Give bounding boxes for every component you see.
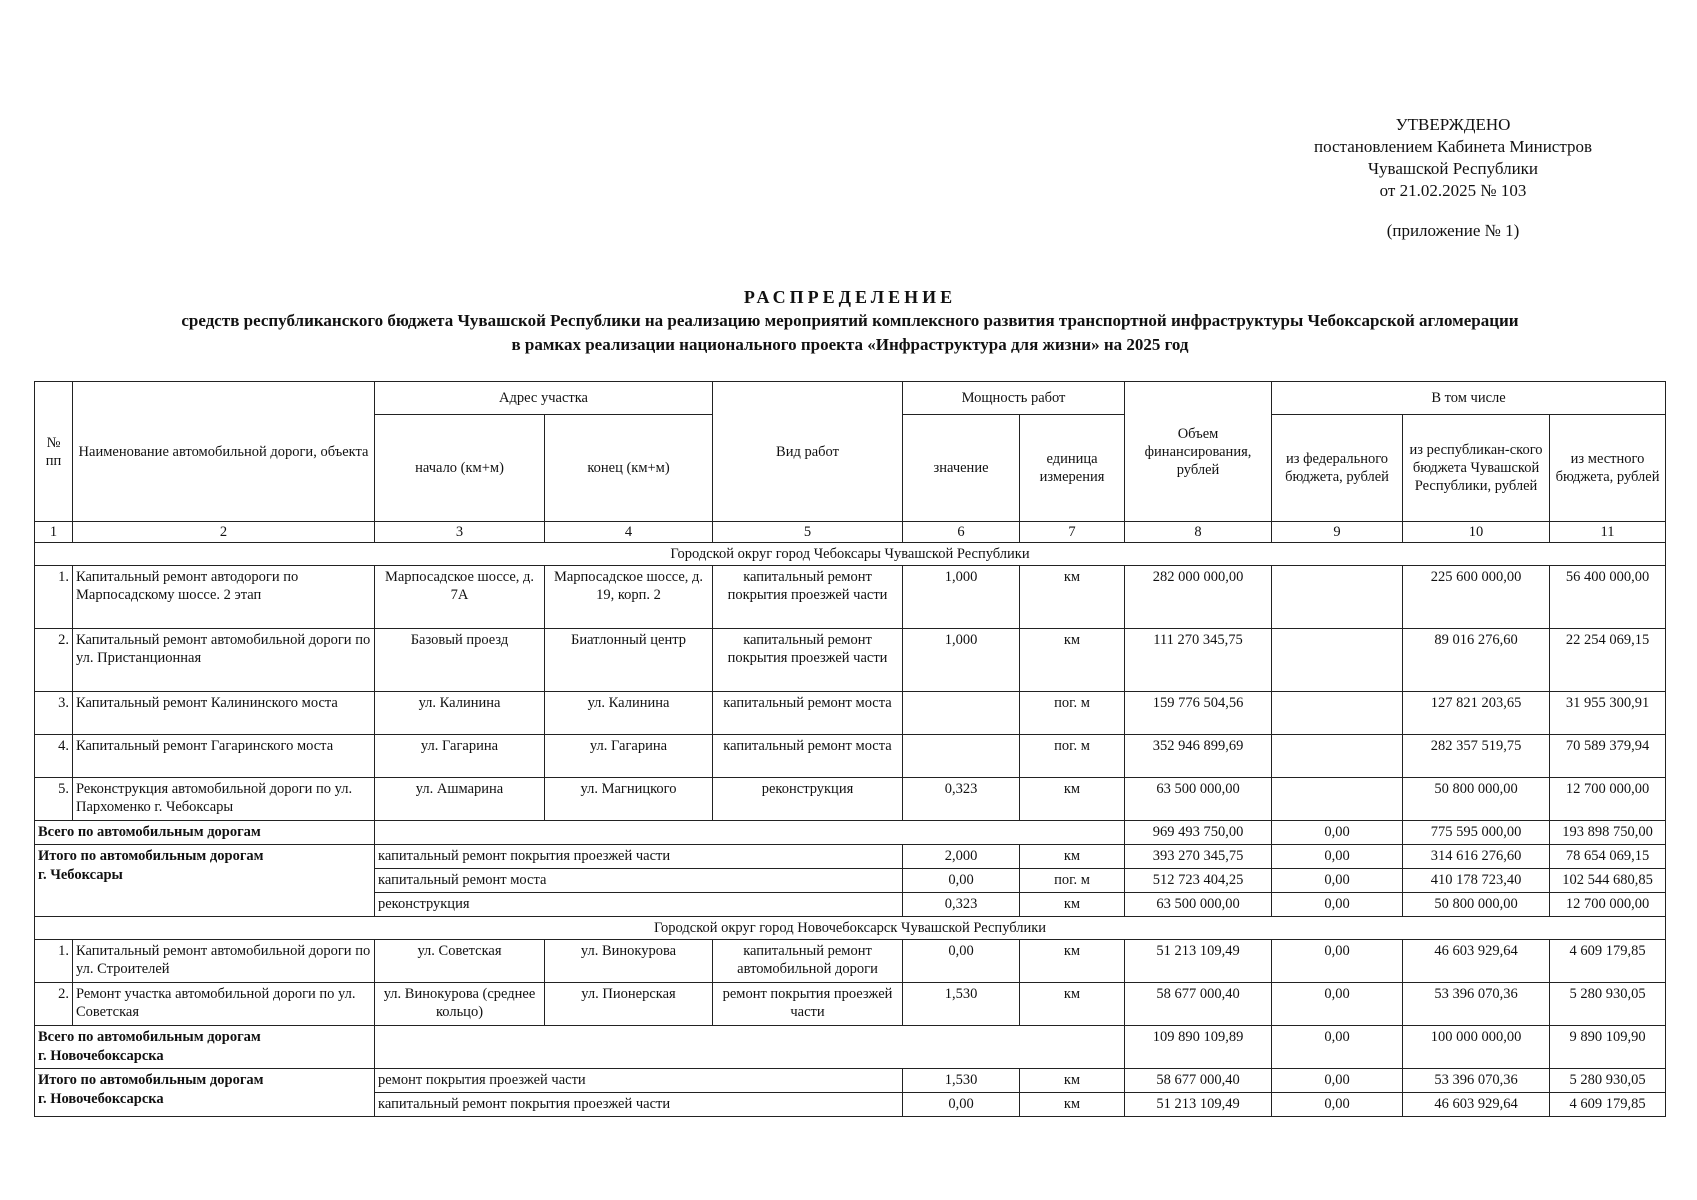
funding-federal	[1272, 735, 1403, 778]
subtotal-work-type: капитальный ремонт покрытия проезжей части	[375, 1093, 903, 1117]
funding-republic: 775 595 000,00	[1403, 821, 1550, 845]
subtotal-label-line-2: г. Новочебоксарска	[38, 1091, 164, 1107]
funding-local: 193 898 750,00	[1550, 821, 1666, 845]
section-title: Городской округ город Новочебоксарск Чувашской Республики	[35, 917, 1666, 940]
header-including: В том числе	[1272, 382, 1666, 415]
funding-republic: 50 800 000,00	[1403, 778, 1550, 821]
address-start: ул. Гагарина	[375, 735, 545, 778]
funding-federal	[1272, 778, 1403, 821]
total-label-line-1: Всего по автомобильным дорогам	[38, 1029, 261, 1045]
funding-local: 78 654 069,15	[1550, 845, 1666, 869]
subtotal-unit: км	[1020, 1093, 1125, 1117]
row-number: 1.	[35, 940, 73, 983]
funding-total: 352 946 899,69	[1125, 735, 1272, 778]
table-row	[35, 778, 1666, 821]
row-number: 5.	[35, 778, 73, 821]
funding-local: 12 700 000,00	[1550, 893, 1666, 917]
subtotal-label-line-2: г. Чебоксары	[38, 867, 123, 883]
row-number: 3.	[35, 692, 73, 735]
funding-total: 51 213 109,49	[1125, 1093, 1272, 1117]
capacity-unit: км	[1020, 566, 1125, 629]
approval-block	[1288, 114, 1618, 242]
work-type: капитальный ремонт моста	[713, 735, 903, 778]
title-heading: РАСПРЕДЕЛЕНИЕ	[743, 287, 957, 307]
road-name: Капитальный ремонт автомобильной дороги по ул. Пристанционная	[73, 629, 375, 692]
funding-federal	[1272, 629, 1403, 692]
total-label: Всего по автомобильным дорогам	[35, 821, 375, 845]
address-start: ул. Ашмарина	[375, 778, 545, 821]
header-republic: из республикан-ского бюджета Чувашской Республики, рублей	[1403, 415, 1550, 522]
funding-republic: 282 357 519,75	[1403, 735, 1550, 778]
subtotal-value: 0,00	[903, 1093, 1020, 1117]
row-number: 2.	[35, 629, 73, 692]
subtotal-value: 1,530	[903, 1069, 1020, 1093]
approval-line-4: от 21.02.2025 № 103	[1379, 181, 1527, 200]
funding-local: 102 544 680,85	[1550, 869, 1666, 893]
funding-total: 159 776 504,56	[1125, 692, 1272, 735]
header-row-1	[35, 382, 1666, 415]
funding-total: 969 493 750,00	[1125, 821, 1272, 845]
work-type: капитальный ремонт автомобильной дороги	[713, 940, 903, 983]
row-number: 4.	[35, 735, 73, 778]
subtotal-work-type: капитальный ремонт моста	[375, 869, 903, 893]
subtotal-row	[35, 845, 1666, 869]
address-end: ул. Магницкого	[545, 778, 713, 821]
subtotal-work-type: реконструкция	[375, 893, 903, 917]
funding-local: 4 609 179,85	[1550, 1093, 1666, 1117]
subtotal-work-type: ремонт покрытия проезжей части	[375, 1069, 903, 1093]
budget-table	[34, 381, 1666, 1117]
capacity-unit: пог. м	[1020, 735, 1125, 778]
capacity-unit: км	[1020, 778, 1125, 821]
subtotal-label	[35, 845, 375, 917]
road-name: Реконструкция автомобильной дороги по ул. Пархоменко г. Чебоксары	[73, 778, 375, 821]
road-name: Капитальный ремонт автодороги по Марпосадскому шоссе. 2 этап	[73, 566, 375, 629]
funding-republic: 410 178 723,40	[1403, 869, 1550, 893]
capacity-unit: км	[1020, 940, 1125, 983]
col-number: 7	[1020, 522, 1125, 543]
address-end: ул. Винокурова	[545, 940, 713, 983]
funding-federal: 0,00	[1272, 983, 1403, 1026]
funding-republic: 46 603 929,64	[1403, 1093, 1550, 1117]
total-label-line-2: г. Новочебоксарска	[38, 1048, 164, 1064]
subtotal-row	[35, 1069, 1666, 1093]
funding-republic: 225 600 000,00	[1403, 566, 1550, 629]
col-number: 5	[713, 522, 903, 543]
row-number: 2.	[35, 983, 73, 1026]
funding-local: 31 955 300,91	[1550, 692, 1666, 735]
address-start: ул. Советская	[375, 940, 545, 983]
work-type: реконструкция	[713, 778, 903, 821]
header-local: из местного бюджета, рублей	[1550, 415, 1666, 522]
address-start: ул. Винокурова (среднее кольцо)	[375, 983, 545, 1026]
header-capacity: Мощность работ	[903, 382, 1125, 415]
funding-total: 63 500 000,00	[1125, 893, 1272, 917]
capacity-value: 1,530	[903, 983, 1020, 1026]
funding-federal: 0,00	[1272, 845, 1403, 869]
work-type: капитальный ремонт покрытия проезжей части	[713, 566, 903, 629]
funding-republic: 127 821 203,65	[1403, 692, 1550, 735]
capacity-unit: км	[1020, 983, 1125, 1026]
header-end: конец (км+м)	[545, 415, 713, 522]
table-row	[35, 629, 1666, 692]
section-header	[35, 917, 1666, 940]
header-start: начало (км+м)	[375, 415, 545, 522]
col-number: 8	[1125, 522, 1272, 543]
capacity-value: 1,000	[903, 629, 1020, 692]
funding-local: 5 280 930,05	[1550, 1069, 1666, 1093]
approval-line-1: УТВЕРЖДЕНО	[1395, 115, 1511, 134]
capacity-value: 1,000	[903, 566, 1020, 629]
funding-federal	[1272, 692, 1403, 735]
title-line-2: в рамках реализации национального проекта «Инфраструктура для жизни» на 2025 год	[511, 335, 1189, 354]
total-empty	[375, 1026, 1125, 1069]
subtotal-label-line-1: Итого по автомобильным дорогам	[38, 1072, 264, 1088]
col-number: 2	[73, 522, 375, 543]
col-number: 6	[903, 522, 1020, 543]
column-numbers-row	[35, 522, 1666, 543]
header-value: значение	[903, 415, 1020, 522]
funding-total: 58 677 000,40	[1125, 983, 1272, 1026]
funding-federal: 0,00	[1272, 869, 1403, 893]
work-type: ремонт покрытия проезжей части	[713, 983, 903, 1026]
funding-total: 393 270 345,75	[1125, 845, 1272, 869]
subtotal-unit: км	[1020, 1069, 1125, 1093]
funding-total: 51 213 109,49	[1125, 940, 1272, 983]
header-num: № пп	[35, 382, 73, 522]
subtotal-work-type: капитальный ремонт покрытия проезжей части	[375, 845, 903, 869]
work-type: капитальный ремонт покрытия проезжей части	[713, 629, 903, 692]
funding-federal: 0,00	[1272, 1093, 1403, 1117]
table-row	[35, 566, 1666, 629]
header-federal: из федерального бюджета, рублей	[1272, 415, 1403, 522]
capacity-value: 0,323	[903, 778, 1020, 821]
subtotal-label-line-1: Итого по автомобильным дорогам	[38, 848, 264, 864]
funding-federal: 0,00	[1272, 1026, 1403, 1069]
subtotal-unit: км	[1020, 845, 1125, 869]
header-work-type: Вид работ	[713, 382, 903, 522]
capacity-value	[903, 692, 1020, 735]
header-address: Адрес участка	[375, 382, 713, 415]
approval-line-2: постановлением Кабинета Министров	[1313, 137, 1593, 156]
col-number: 3	[375, 522, 545, 543]
section-title: Городской округ город Чебоксары Чувашской Республики	[35, 543, 1666, 566]
funding-republic: 50 800 000,00	[1403, 893, 1550, 917]
total-row	[35, 1026, 1666, 1069]
funding-federal: 0,00	[1272, 893, 1403, 917]
table-row	[35, 983, 1666, 1026]
table-row	[35, 735, 1666, 778]
header-name: Наименование автомобильной дороги, объекта	[73, 382, 375, 522]
road-name: Капитальный ремонт Калининского моста	[73, 692, 375, 735]
document-title	[60, 285, 1640, 357]
subtotal-value: 2,000	[903, 845, 1020, 869]
funding-republic: 100 000 000,00	[1403, 1026, 1550, 1069]
col-number: 4	[545, 522, 713, 543]
funding-federal: 0,00	[1272, 1069, 1403, 1093]
funding-total: 111 270 345,75	[1125, 629, 1272, 692]
approval-line-3: Чувашской Республики	[1367, 159, 1539, 178]
subtotal-value: 0,00	[903, 869, 1020, 893]
funding-local: 56 400 000,00	[1550, 566, 1666, 629]
capacity-unit: км	[1020, 629, 1125, 692]
funding-local: 9 890 109,90	[1550, 1026, 1666, 1069]
funding-total: 58 677 000,40	[1125, 1069, 1272, 1093]
address-end: ул. Пионерская	[545, 983, 713, 1026]
address-end: ул. Гагарина	[545, 735, 713, 778]
funding-republic: 314 616 276,60	[1403, 845, 1550, 869]
address-end: Биатлонный центр	[545, 629, 713, 692]
col-number: 1	[35, 522, 73, 543]
work-type: капитальный ремонт моста	[713, 692, 903, 735]
header-unit: единица измерения	[1020, 415, 1125, 522]
address-start: ул. Калинина	[375, 692, 545, 735]
total-label	[35, 1026, 375, 1069]
funding-republic: 53 396 070,36	[1403, 983, 1550, 1026]
header-funding: Объем финансирования, рублей	[1125, 382, 1272, 522]
funding-local: 22 254 069,15	[1550, 629, 1666, 692]
table-row	[35, 692, 1666, 735]
road-name: Ремонт участка автомобильной дороги по ул. Советская	[73, 983, 375, 1026]
subtotal-unit: км	[1020, 893, 1125, 917]
subtotal-unit: пог. м	[1020, 869, 1125, 893]
table-row	[35, 940, 1666, 983]
col-number: 11	[1550, 522, 1666, 543]
road-name: Капитальный ремонт Гагаринского моста	[73, 735, 375, 778]
capacity-value	[903, 735, 1020, 778]
subtotal-label	[35, 1069, 375, 1117]
total-row	[35, 821, 1666, 845]
address-end: Марпосадское шоссе, д. 19, корп. 2	[545, 566, 713, 629]
funding-total: 512 723 404,25	[1125, 869, 1272, 893]
subtotal-value: 0,323	[903, 893, 1020, 917]
title-line-1: средств республиканского бюджета Чувашской Республики на реализацию мероприятий комплексного развития транспортной инфраструктуры Чебоксарской агломерации	[181, 311, 1519, 330]
funding-republic: 46 603 929,64	[1403, 940, 1550, 983]
funding-local: 4 609 179,85	[1550, 940, 1666, 983]
road-name: Капитальный ремонт автомобильной дороги по ул. Строителей	[73, 940, 375, 983]
capacity-value: 0,00	[903, 940, 1020, 983]
funding-total: 282 000 000,00	[1125, 566, 1272, 629]
section-header	[35, 543, 1666, 566]
appendix-label: (приложение № 1)	[1386, 221, 1520, 240]
address-start: Марпосадское шоссе, д. 7А	[375, 566, 545, 629]
funding-federal: 0,00	[1272, 940, 1403, 983]
total-empty	[375, 821, 1125, 845]
funding-local: 70 589 379,94	[1550, 735, 1666, 778]
funding-local: 5 280 930,05	[1550, 983, 1666, 1026]
address-end: ул. Калинина	[545, 692, 713, 735]
funding-federal	[1272, 566, 1403, 629]
funding-local: 12 700 000,00	[1550, 778, 1666, 821]
funding-total: 63 500 000,00	[1125, 778, 1272, 821]
funding-total: 109 890 109,89	[1125, 1026, 1272, 1069]
funding-republic: 89 016 276,60	[1403, 629, 1550, 692]
funding-republic: 53 396 070,36	[1403, 1069, 1550, 1093]
funding-federal: 0,00	[1272, 821, 1403, 845]
capacity-unit: пог. м	[1020, 692, 1125, 735]
col-number: 9	[1272, 522, 1403, 543]
col-number: 10	[1403, 522, 1550, 543]
row-number: 1.	[35, 566, 73, 629]
address-start: Базовый проезд	[375, 629, 545, 692]
